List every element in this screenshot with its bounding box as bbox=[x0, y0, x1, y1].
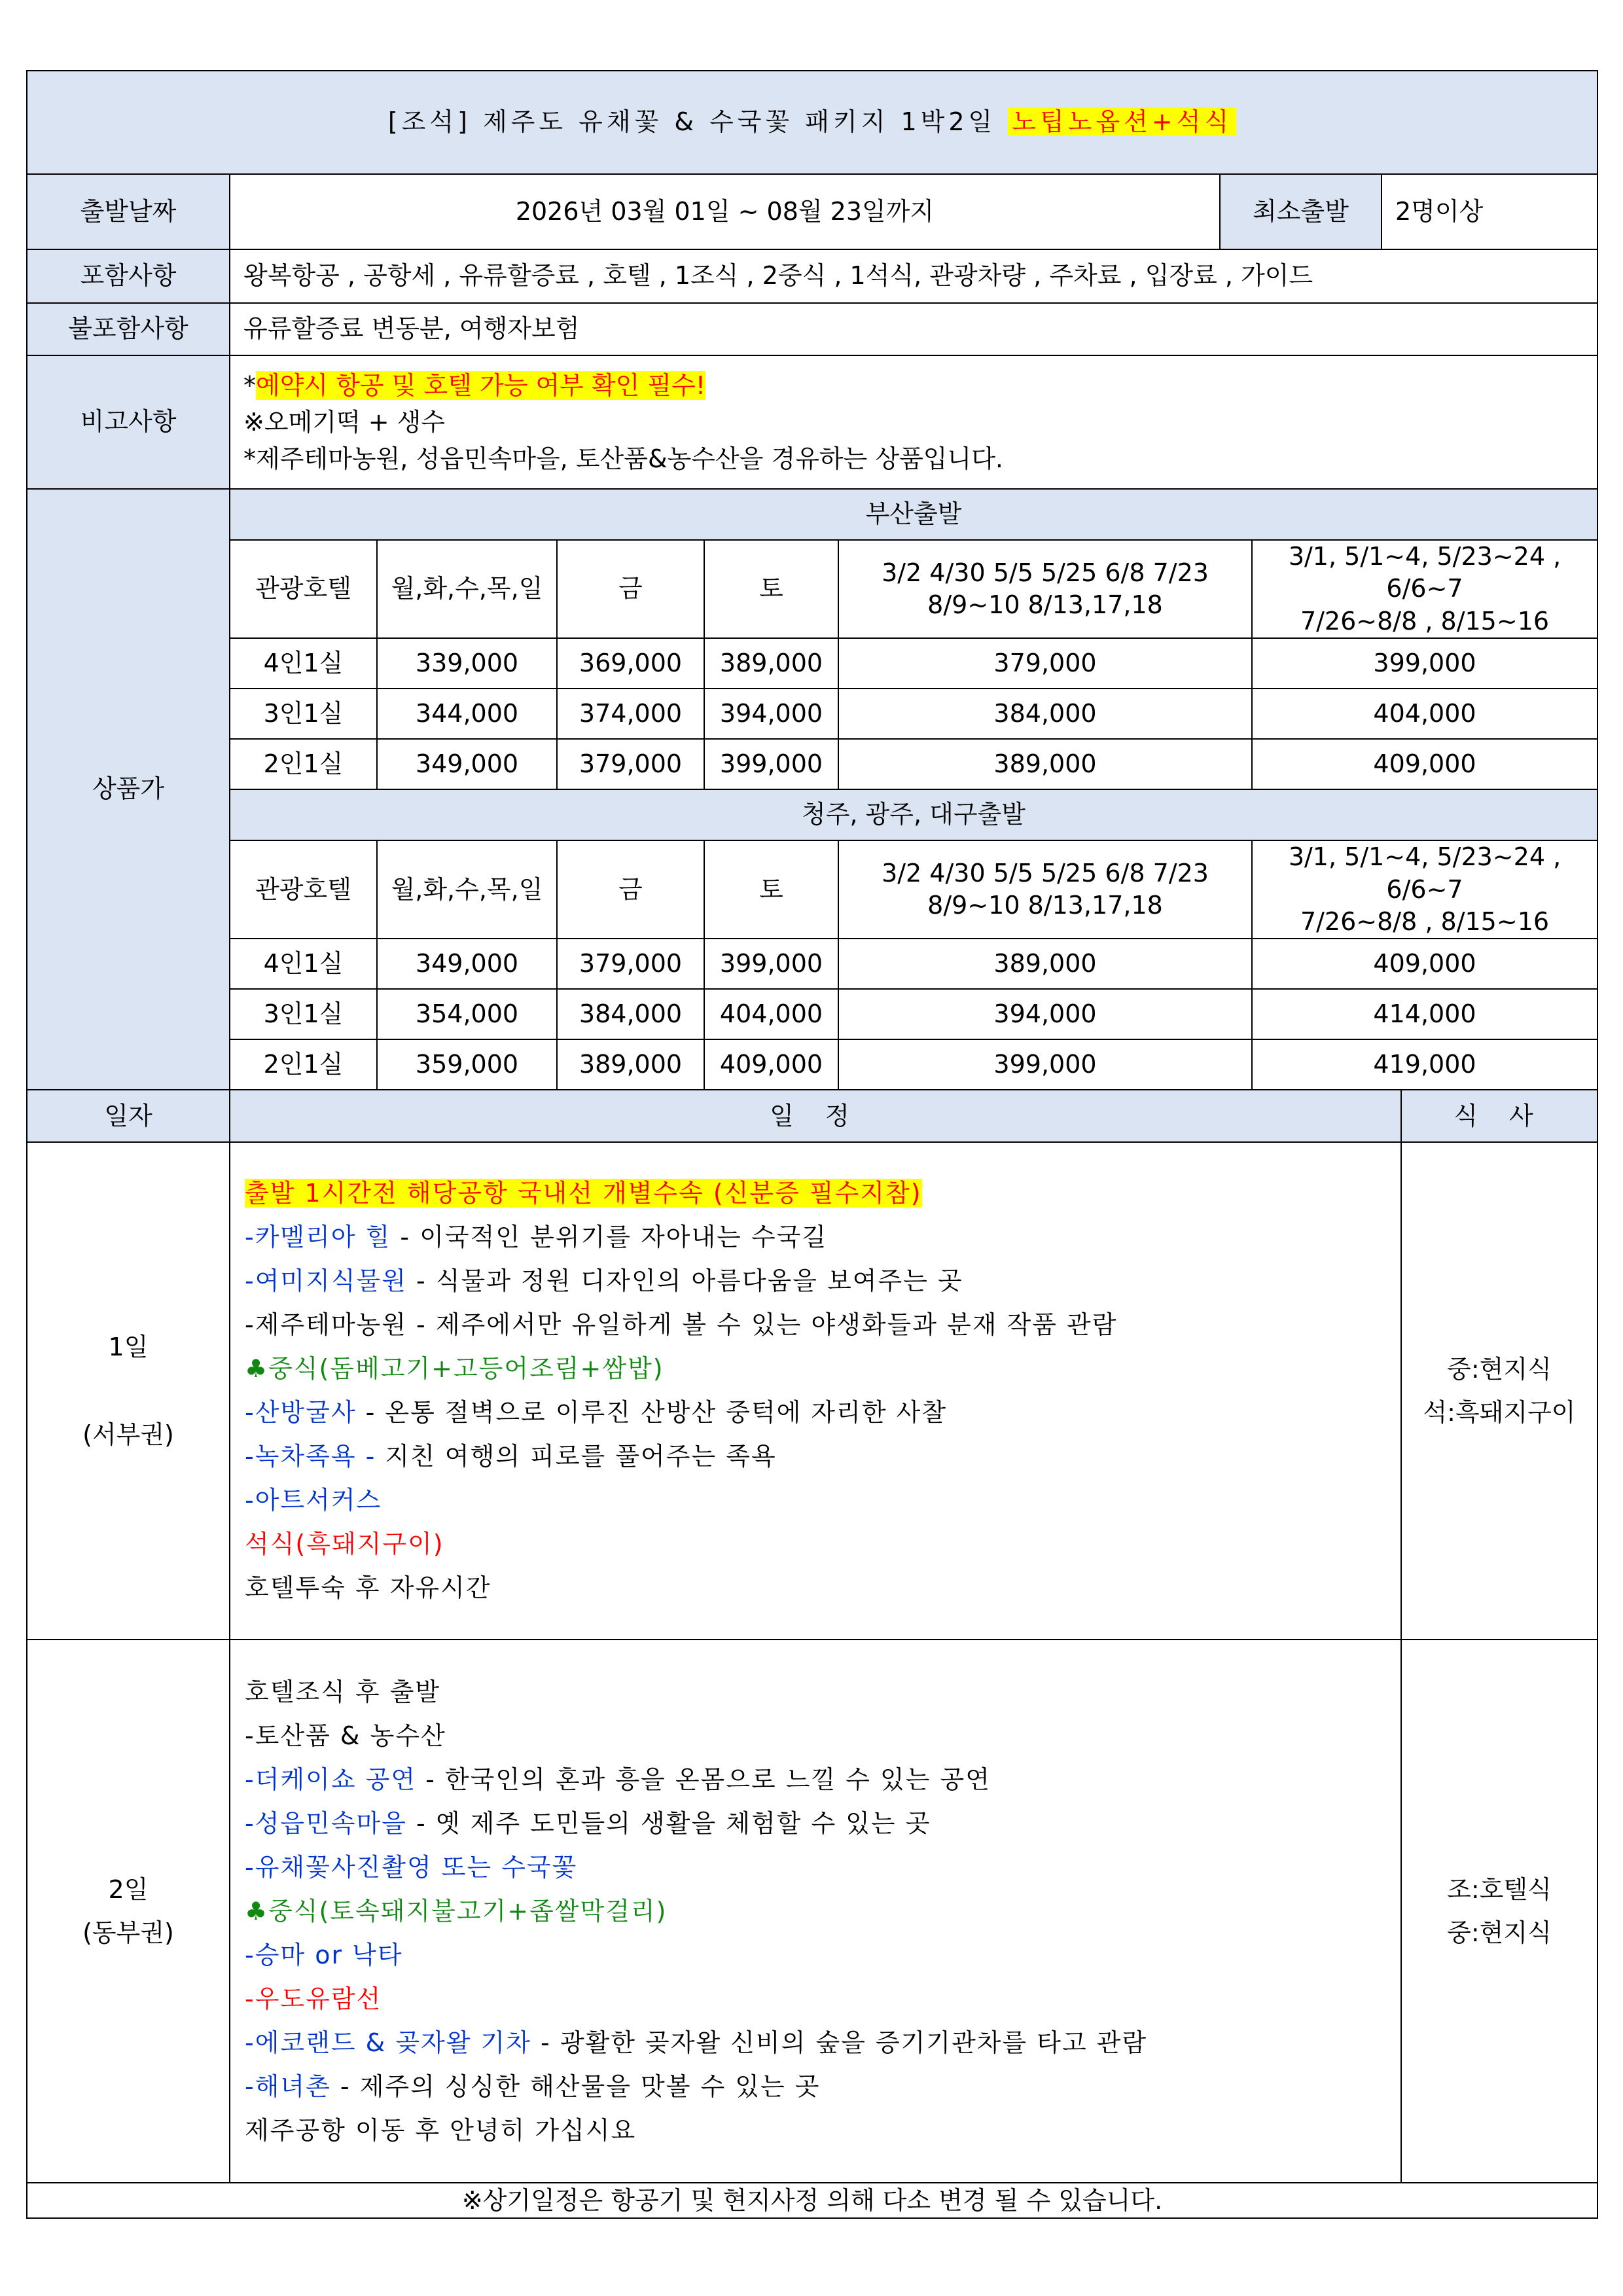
day2-label bbox=[27, 1640, 230, 2183]
price-cell: 394,000 bbox=[704, 689, 838, 739]
price-cell: 409,000 bbox=[704, 1039, 838, 1090]
price-cell: 349,000 bbox=[377, 739, 557, 789]
price-cell: 379,000 bbox=[838, 638, 1252, 689]
departure-label: 출발날짜 bbox=[27, 174, 230, 249]
day2-meals bbox=[1401, 1640, 1597, 2183]
price-row bbox=[27, 739, 1597, 789]
day1-row bbox=[27, 1142, 1597, 1640]
day2-day: 2일 bbox=[108, 1875, 149, 1905]
day2-row bbox=[27, 1640, 1597, 2183]
package-sheet bbox=[26, 70, 1597, 2219]
price-header: 토 bbox=[704, 840, 838, 939]
day1-label bbox=[27, 1142, 230, 1640]
price-cell: 384,000 bbox=[557, 989, 704, 1039]
meal-lunch: 중:현지식 bbox=[1447, 1355, 1552, 1384]
itinerary-line: -더케이쇼 공연 - 한국인의 혼과 흥을 온몸으로 느낄 수 있는 공연 bbox=[245, 1765, 991, 1794]
price-cell: 369,000 bbox=[557, 638, 704, 689]
itinerary-line: ♣중식(돔베고기+고등어조림+쌈밥) bbox=[245, 1354, 664, 1384]
price-cell: 379,000 bbox=[557, 939, 704, 989]
day1-day: 1일 bbox=[108, 1333, 149, 1362]
note-1: *예약시 항공 및 호텔 가능 여부 확인 필수! bbox=[243, 371, 706, 400]
price-cell: 359,000 bbox=[377, 1039, 557, 1090]
exclude-value: 유류할증료 변동분, 여행자보험 bbox=[230, 303, 1597, 355]
note-2: ※오메기떡 + 생수 bbox=[243, 408, 446, 437]
note-1-highlight: 예약시 항공 및 호텔 가능 여부 확인 필수! bbox=[256, 371, 706, 400]
itinerary-line: -승마 or 낙타 bbox=[245, 1940, 403, 1969]
price-cell: 354,000 bbox=[377, 989, 557, 1039]
price-cell: 339,000 bbox=[377, 638, 557, 689]
price-cell: 389,000 bbox=[557, 1039, 704, 1090]
price-cell: 419,000 bbox=[1252, 1039, 1597, 1090]
price-header: 관광호텔 bbox=[230, 840, 377, 939]
price-header: 토 bbox=[704, 540, 838, 638]
itinerary-line: 석식(흑돼지구이) bbox=[245, 1530, 444, 1559]
price-cell: 399,000 bbox=[704, 739, 838, 789]
schedule-day-header: 일자 bbox=[27, 1090, 230, 1142]
price-header: 3/2 4/30 5/5 5/25 6/8 7/23 8/9~10 8/13,17,18 bbox=[838, 540, 1252, 638]
departure-value: 2026년 03월 01일 ~ 08월 23일까지 bbox=[230, 174, 1220, 249]
price-cell: 409,000 bbox=[1252, 939, 1597, 989]
price-row bbox=[27, 689, 1597, 739]
price-row bbox=[27, 1039, 1597, 1090]
day1-itinerary bbox=[230, 1142, 1401, 1640]
meal-breakfast: 조:호텔식 bbox=[1447, 1875, 1552, 1905]
notes-label: 비고사항 bbox=[27, 355, 230, 489]
price-cell: 389,000 bbox=[838, 739, 1252, 789]
meal-dinner: 석:흑돼지구이 bbox=[1423, 1398, 1576, 1427]
itinerary-line: -산방굴사 - 온통 절벽으로 이루진 산방산 중턱에 자리한 사찰 bbox=[245, 1398, 948, 1427]
price-cell: 394,000 bbox=[838, 989, 1252, 1039]
itinerary-line: -녹차족욕 - 지친 여행의 피로를 풀어주는 족욕 bbox=[245, 1442, 777, 1471]
price-header: 월,화,수,목,일 bbox=[377, 540, 557, 638]
price-cell: 404,000 bbox=[704, 989, 838, 1039]
title-highlight: 노팁노옵션+석식 bbox=[1008, 107, 1236, 136]
include-label: 포함사항 bbox=[27, 249, 230, 303]
price-cell: 3인1실 bbox=[230, 689, 377, 739]
price-row bbox=[27, 989, 1597, 1039]
itinerary-line: 호텔조식 후 출발 bbox=[245, 1677, 441, 1706]
schedule-footnote: ※상기일정은 항공기 및 현지사정 의해 다소 변경 될 수 있습니다. bbox=[27, 2183, 1597, 2218]
title-main: [조석] 제주도 유채꽃 & 수국꽃 패키지 1박2일 bbox=[387, 107, 997, 137]
itinerary-line: -유채꽃사진촬영 또는 수국꽃 bbox=[245, 1852, 578, 1882]
itinerary-line: -제주테마농원 - 제주에서만 유일하게 볼 수 있는 야생화들과 분재 작품 관람 bbox=[245, 1310, 1118, 1340]
price-row bbox=[27, 939, 1597, 989]
price-cell: 384,000 bbox=[838, 689, 1252, 739]
price-cell: 389,000 bbox=[704, 638, 838, 689]
include-value: 왕복항공 , 공항세 , 유류할증료 , 호텔 , 1조식 , 2중식 , 1석식, 관광차량 , 주차료 , 입장료 , 가이드 bbox=[230, 249, 1597, 303]
price-cell: 344,000 bbox=[377, 689, 557, 739]
schedule-meal-header: 식 사 bbox=[1401, 1090, 1597, 1142]
itinerary-line: -토산품 & 농수산 bbox=[245, 1721, 446, 1750]
price-row bbox=[27, 638, 1597, 689]
price-header: 3/1, 5/1~4, 5/23~24 , 6/6~7 7/26~8/8 , 8/15~16 bbox=[1252, 840, 1597, 939]
price-cell: 4인1실 bbox=[230, 638, 377, 689]
itinerary-line: -우도유람선 bbox=[245, 1984, 382, 2013]
price-cell: 2인1실 bbox=[230, 739, 377, 789]
price-cell: 404,000 bbox=[1252, 689, 1597, 739]
day1-area: (서부권) bbox=[82, 1420, 174, 1450]
exclude-label: 불포함사항 bbox=[27, 303, 230, 355]
price-cell: 389,000 bbox=[838, 939, 1252, 989]
package-table bbox=[26, 70, 1598, 2219]
price-cell: 2인1실 bbox=[230, 1039, 377, 1090]
notes bbox=[230, 355, 1597, 489]
min-departure-label: 최소출발 bbox=[1220, 174, 1382, 249]
itinerary-line: -아트서커스 bbox=[245, 1486, 382, 1515]
price-header-row bbox=[27, 840, 1597, 939]
price-header: 3/1, 5/1~4, 5/23~24 , 6/6~7 7/26~8/8 , 8/15~16 bbox=[1252, 540, 1597, 638]
price-label: 상품가 bbox=[27, 489, 230, 1090]
day2-itinerary bbox=[230, 1640, 1401, 2183]
price-header-row bbox=[27, 540, 1597, 638]
itinerary-line: -해녀촌 - 제주의 싱싱한 해산물을 맛볼 수 있는 곳 bbox=[245, 2072, 821, 2101]
price-group-busan: 부산출발 bbox=[230, 489, 1597, 540]
meal-lunch: 중:현지식 bbox=[1447, 1918, 1552, 1948]
itinerary-line: -에코랜드 & 곶자왈 기차 - 광활한 곶자왈 신비의 숲을 증기기관차를 타고 관람 bbox=[245, 2028, 1148, 2057]
price-group-cheongju: 청주, 광주, 대구출발 bbox=[230, 789, 1597, 840]
price-cell: 374,000 bbox=[557, 689, 704, 739]
price-cell: 4인1실 bbox=[230, 939, 377, 989]
price-cell: 3인1실 bbox=[230, 989, 377, 1039]
price-header: 관광호텔 bbox=[230, 540, 377, 638]
min-departure-value: 2명이상 bbox=[1382, 174, 1597, 249]
itinerary-line: -여미지식물원 - 식물과 정원 디자인의 아름다움을 보여주는 곳 bbox=[245, 1266, 963, 1296]
price-cell: 399,000 bbox=[838, 1039, 1252, 1090]
page-title bbox=[27, 71, 1597, 174]
price-header: 3/2 4/30 5/5 5/25 6/8 7/23 8/9~10 8/13,17,18 bbox=[838, 840, 1252, 939]
itinerary-line: 제주공항 이동 후 안녕히 가십시요 bbox=[245, 2115, 637, 2145]
day1-meals bbox=[1401, 1142, 1597, 1640]
price-cell: 409,000 bbox=[1252, 739, 1597, 789]
price-cell: 379,000 bbox=[557, 739, 704, 789]
price-header: 금 bbox=[557, 840, 704, 939]
itinerary-line: -카멜리아 힐 - 이국적인 분위기를 자아내는 수국길 bbox=[245, 1223, 828, 1252]
schedule-itinerary-header: 일 정 bbox=[230, 1090, 1401, 1142]
itinerary-line: -성읍민속마을 - 옛 제주 도민들의 생활을 체험할 수 있는 곳 bbox=[245, 1808, 931, 1838]
price-header: 월,화,수,목,일 bbox=[377, 840, 557, 939]
itinerary-line: 호텔투숙 후 자유시간 bbox=[245, 1573, 491, 1603]
day2-area: (동부권) bbox=[82, 1918, 174, 1948]
price-cell: 414,000 bbox=[1252, 989, 1597, 1039]
price-cell: 349,000 bbox=[377, 939, 557, 989]
price-cell: 399,000 bbox=[704, 939, 838, 989]
note-3: *제주테마농원, 성읍민속마을, 토산품&농수산을 경유하는 상품입니다. bbox=[243, 444, 1004, 473]
itinerary-line: 출발 1시간전 해당공항 국내선 개별수속 (신분증 필수지참) bbox=[245, 1179, 922, 1208]
price-header: 금 bbox=[557, 540, 704, 638]
price-cell: 399,000 bbox=[1252, 638, 1597, 689]
itinerary-line: ♣중식(토속돼지불고기+좁쌀막걸리) bbox=[245, 1896, 668, 1926]
